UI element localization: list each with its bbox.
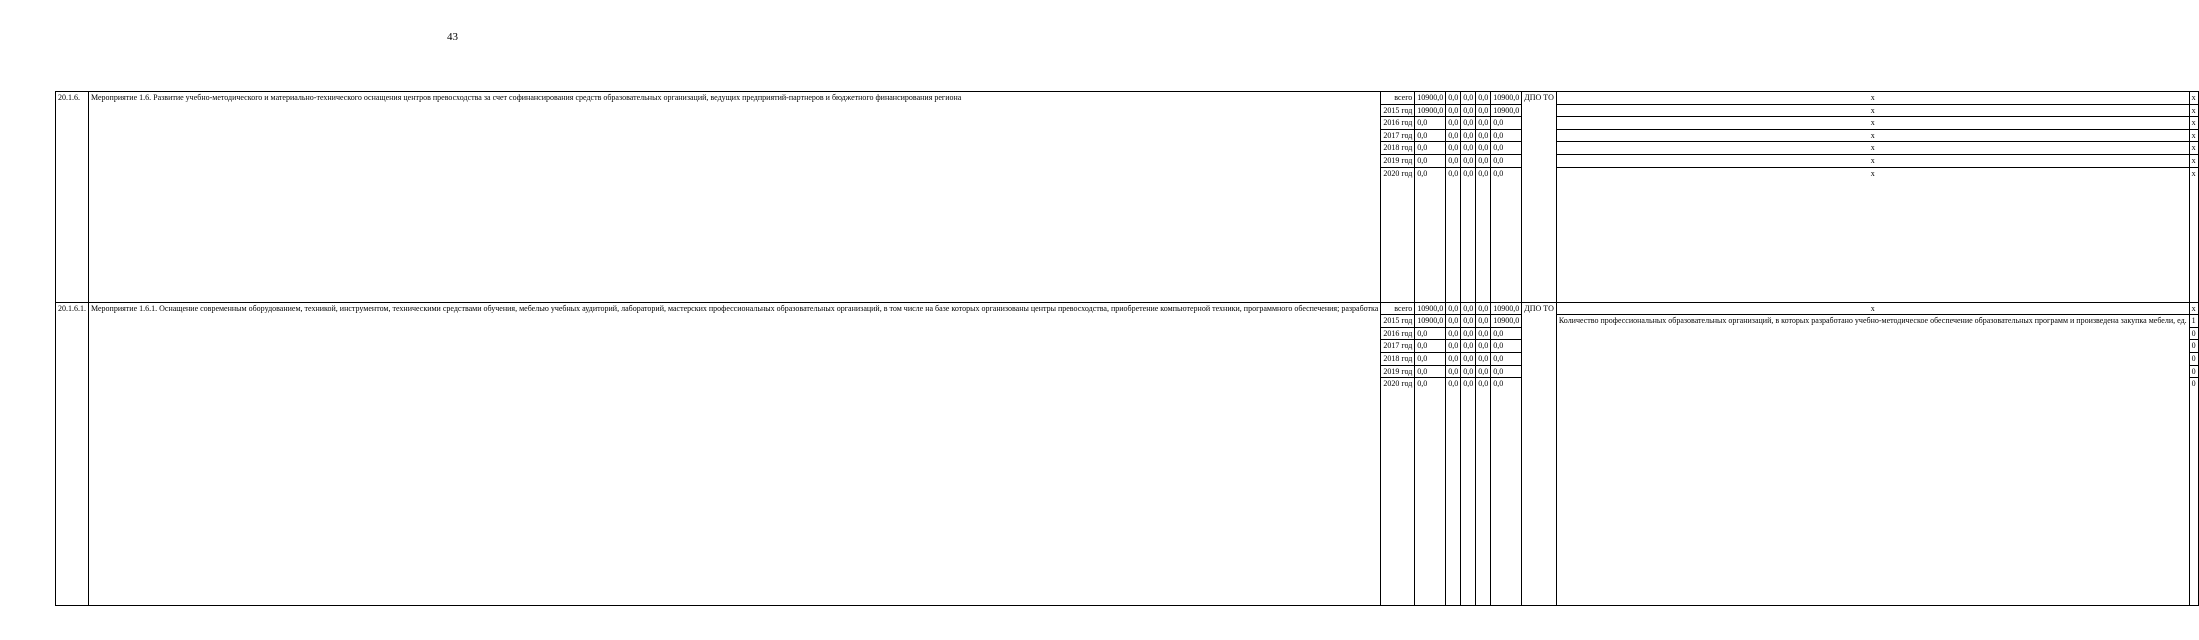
regional-value: 0,0	[1461, 117, 1476, 130]
regional-value: 0,0	[1461, 154, 1476, 167]
federal-value: 0,0	[1446, 327, 1461, 340]
table-row	[56, 302, 2199, 315]
total-value: 10900,0	[1415, 104, 1446, 117]
empty-cell	[2189, 179, 2198, 302]
federal-value: 0,0	[1446, 154, 1461, 167]
local-value: 0,0	[1476, 302, 1491, 315]
total-value: 0,0	[1415, 167, 1446, 179]
total-value: 0,0	[1415, 353, 1446, 366]
total-value: 0,0	[1415, 117, 1446, 130]
empty-cell	[1461, 179, 1476, 302]
year-label: всего	[1381, 302, 1415, 315]
other-value: 10900,0	[1491, 92, 1522, 105]
federal-value: 0,0	[1446, 378, 1461, 390]
empty-cell	[1491, 390, 1522, 606]
other-value: 0,0	[1491, 353, 1522, 366]
year-label: 2017 год	[1381, 340, 1415, 353]
executor: ДПО ТО	[1522, 92, 1557, 303]
year-label: 2016 год	[1381, 117, 1415, 130]
regional-value: 0,0	[1461, 129, 1476, 142]
other-value: 0,0	[1491, 142, 1522, 155]
activity-code: 20.1.6.	[56, 92, 89, 303]
empty-cell	[1381, 390, 1415, 606]
local-value: 0,0	[1476, 315, 1491, 328]
year-label: 2017 год	[1381, 129, 1415, 142]
total-value: 0,0	[1415, 327, 1446, 340]
indicator-name: Количество профессиональных образовательных организаций, в которых разработано учебно-методическое обеспечение образовательных программ и произведена закупка мебели, ед.	[1556, 315, 2189, 606]
year-label: 2020 год	[1381, 378, 1415, 390]
other-value: 10900,0	[1491, 104, 1522, 117]
empty-cell	[1476, 179, 1491, 302]
indicator-value: х	[2189, 302, 2198, 315]
indicator-cell: х	[1556, 129, 2189, 142]
other-value: 0,0	[1491, 340, 1522, 353]
total-value: 0,0	[1415, 142, 1446, 155]
other-value: 10900,0	[1491, 315, 1522, 328]
year-label: 2016 год	[1381, 327, 1415, 340]
federal-value: 0,0	[1446, 315, 1461, 328]
other-value: 10900,0	[1491, 302, 1522, 315]
empty-cell	[1461, 390, 1476, 606]
indicator-value: х	[2189, 129, 2198, 142]
local-value: 0,0	[1476, 104, 1491, 117]
page-number: 43	[447, 31, 458, 43]
indicator-value: 0	[2189, 353, 2198, 366]
local-value: 0,0	[1476, 154, 1491, 167]
indicator-cell: х	[1556, 142, 2189, 155]
empty-cell	[1556, 179, 2189, 302]
regional-value: 0,0	[1461, 365, 1476, 378]
other-value: 0,0	[1491, 167, 1522, 179]
other-value: 0,0	[1491, 378, 1522, 390]
empty-cell	[1415, 390, 1446, 606]
year-label: 2015 год	[1381, 104, 1415, 117]
regional-value: 0,0	[1461, 302, 1476, 315]
program-activities-table	[55, 91, 2199, 606]
empty-cell	[1446, 390, 1461, 606]
local-value: 0,0	[1476, 340, 1491, 353]
other-value: 0,0	[1491, 327, 1522, 340]
indicator-value: 0	[2189, 327, 2198, 340]
regional-value: 0,0	[1461, 104, 1476, 117]
indicator-value: 0	[2189, 340, 2198, 353]
regional-value: 0,0	[1461, 340, 1476, 353]
regional-value: 0,0	[1461, 327, 1476, 340]
empty-cell	[2189, 390, 2198, 606]
other-value: 0,0	[1491, 154, 1522, 167]
federal-value: 0,0	[1446, 302, 1461, 315]
indicator-value: 0	[2189, 378, 2198, 390]
indicator-value: х	[2189, 142, 2198, 155]
empty-cell	[1491, 179, 1522, 302]
regional-value: 0,0	[1461, 142, 1476, 155]
empty-cell	[1446, 179, 1461, 302]
total-value: 10900,0	[1415, 315, 1446, 328]
federal-value: 0,0	[1446, 117, 1461, 130]
regional-value: 0,0	[1461, 92, 1476, 105]
indicator-cell: х	[1556, 154, 2189, 167]
federal-value: 0,0	[1446, 104, 1461, 117]
local-value: 0,0	[1476, 378, 1491, 390]
indicator-value: х	[2189, 154, 2198, 167]
indicator-value: х	[2189, 104, 2198, 117]
total-value: 0,0	[1415, 340, 1446, 353]
total-value: 0,0	[1415, 378, 1446, 390]
year-label: 2019 год	[1381, 365, 1415, 378]
indicator-value: х	[2189, 167, 2198, 179]
activity-code: 20.1.6.1.	[56, 302, 89, 606]
indicator-cell: х	[1556, 302, 2189, 315]
empty-cell	[1415, 179, 1446, 302]
local-value: 0,0	[1476, 142, 1491, 155]
regional-value: 0,0	[1461, 167, 1476, 179]
other-value: 0,0	[1491, 365, 1522, 378]
year-label: 2018 год	[1381, 142, 1415, 155]
indicator-value: х	[2189, 92, 2198, 105]
local-value: 0,0	[1476, 117, 1491, 130]
federal-value: 0,0	[1446, 129, 1461, 142]
local-value: 0,0	[1476, 92, 1491, 105]
indicator-value: 1	[2189, 315, 2198, 328]
local-value: 0,0	[1476, 365, 1491, 378]
regional-value: 0,0	[1461, 315, 1476, 328]
indicator-cell: х	[1556, 92, 2189, 105]
indicator-cell: х	[1556, 117, 2189, 130]
total-value: 0,0	[1415, 365, 1446, 378]
federal-value: 0,0	[1446, 340, 1461, 353]
total-value: 0,0	[1415, 154, 1446, 167]
year-label: 2019 год	[1381, 154, 1415, 167]
indicator-value: 0	[2189, 365, 2198, 378]
year-label: 2018 год	[1381, 353, 1415, 366]
local-value: 0,0	[1476, 129, 1491, 142]
empty-cell	[1381, 179, 1415, 302]
executor: ДПО ТО	[1522, 302, 1557, 606]
indicator-cell: х	[1556, 167, 2189, 179]
other-value: 0,0	[1491, 129, 1522, 142]
other-value: 0,0	[1491, 117, 1522, 130]
year-label: 2015 год	[1381, 315, 1415, 328]
year-label: всего	[1381, 92, 1415, 105]
indicator-value: х	[2189, 117, 2198, 130]
federal-value: 0,0	[1446, 92, 1461, 105]
regional-value: 0,0	[1461, 353, 1476, 366]
indicator-cell: х	[1556, 104, 2189, 117]
total-value: 0,0	[1415, 129, 1446, 142]
empty-cell	[1476, 390, 1491, 606]
regional-value: 0,0	[1461, 378, 1476, 390]
federal-value: 0,0	[1446, 365, 1461, 378]
local-value: 0,0	[1476, 353, 1491, 366]
local-value: 0,0	[1476, 327, 1491, 340]
total-value: 10900,0	[1415, 302, 1446, 315]
activity-description: Мероприятие 1.6. Развитие учебно-методического и материально-технического оснащения центров превосходства за счет софинансирования средств образовательных организаций, ведущих предприятий-партнеров и бюджетного финансирования региона	[89, 92, 1381, 303]
federal-value: 0,0	[1446, 167, 1461, 179]
total-value: 10900,0	[1415, 92, 1446, 105]
local-value: 0,0	[1476, 167, 1491, 179]
activity-description: Мероприятие 1.6.1. Оснащение современным оборудованием, техникой, инструментом, техническими средствами обучения, мебелью учебных аудиторий, лабораторий, мастерских профессиональных образовательных организаций, в том числе на базе которых организованы центры превосходства, приобретение компьютерной техники, программного обеспечения; разработка	[89, 302, 1381, 606]
federal-value: 0,0	[1446, 142, 1461, 155]
federal-value: 0,0	[1446, 353, 1461, 366]
table-row	[56, 92, 2199, 105]
year-label: 2020 год	[1381, 167, 1415, 179]
